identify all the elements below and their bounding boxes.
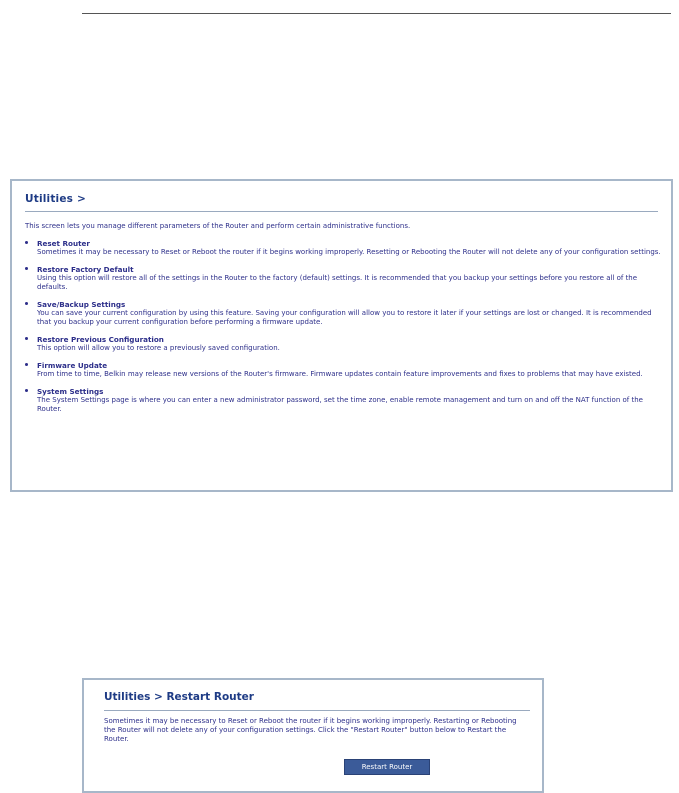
intro-text: This screen lets you manage different parameters of the Router and perform certain administrative functions. [25,222,411,230]
reset-router-link[interactable]: Reset Router [37,239,90,248]
item-description: Using this option will restore all of the settings in the Router to the factory (default) settings. It is recommended that you backup your settings before you restore all of the defaults. [37,274,638,291]
save-backup-settings-link[interactable]: Save/Backup Settings [37,300,126,309]
item-description: From time to time, Belkin may release new versions of the Router's firmware. Firmware updates contain feature improvements and fixes to problems that may have existed. [37,370,643,378]
restore-previous-configuration-link[interactable]: Restore Previous Configuration [37,335,164,344]
title-divider [25,211,658,212]
list-item [25,387,661,414]
firmware-update-link[interactable]: Firmware Update [37,361,108,370]
bullet-icon [25,363,28,366]
list-item [25,239,661,257]
page-title: Utilities > [25,193,86,205]
item-description: The System Settings page is where you can enter a new administrator password, set the time zone, enable remote management and turn on and off the NAT function of the Router. [37,396,643,413]
bullet-icon [25,267,28,270]
utilities-list [25,239,661,422]
utilities-panel [10,179,673,492]
bullet-icon [25,337,28,340]
restart-description: Sometimes it may be necessary to Reset or Reboot the router if it begins working improperly. Restarting or Rebooting the Router will not delete any of your configuration settings. Click the "Restart Router" button below to Restart the Router. [104,717,517,743]
restart-router-panel [82,678,544,793]
restore-factory-default-link[interactable]: Restore Factory Default [37,265,134,274]
restart-title-divider [104,710,530,711]
bullet-icon [25,389,28,392]
item-description: Sometimes it may be necessary to Reset or Reboot the router if it begins working improperly. Resetting or Rebooting the Router will not delete any of your configuration settings. [37,248,661,256]
restart-router-button[interactable]: Restart Router [344,759,430,775]
top-divider [82,13,671,14]
item-description: You can save your current configuration by using this feature. Saving your configuration will allow you to restore it later if your settings are lost or changed. It is recommended that you backup your current configuration before performing a firmware update. [37,309,652,326]
bullet-icon [25,241,28,244]
system-settings-link[interactable]: System Settings [37,387,104,396]
list-item [25,300,661,327]
bullet-icon [25,302,28,305]
item-description: This option will allow you to restore a previously saved configuration. [37,344,280,352]
list-item [25,361,661,379]
list-item [25,335,661,353]
restart-page-title: Utilities > Restart Router [104,691,254,703]
list-item [25,265,661,292]
